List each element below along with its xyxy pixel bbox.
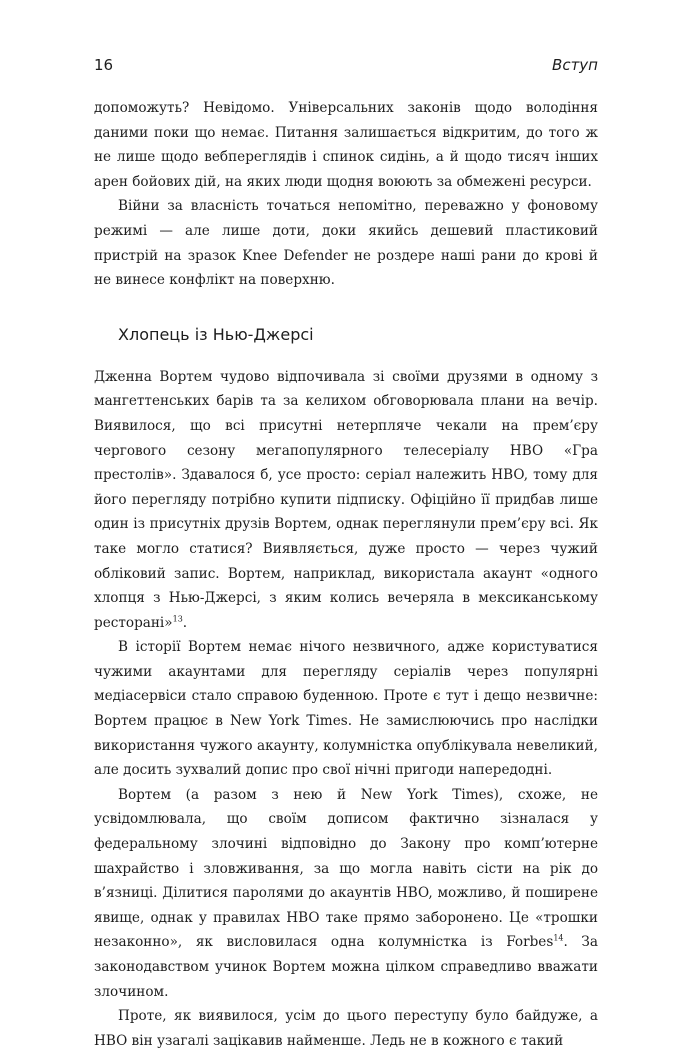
running-head: Вступ [552, 56, 598, 74]
paragraph-text: . За законодавством учинок Вортем можна цілком справедливо вважати злочином. [94, 934, 598, 1000]
page-header [94, 56, 598, 86]
paragraph: Дженна Вортем чудово відпочивала зі своїми друзями в одному з мангеттенських барів та за келихом обговорювала плани на вечір. Виявилося, що всі присутні нетерпляче чекали на прем’єру чергового сезону мегапопулярного телесеріалу HBO «Гра престолів». Здавалося б, усе просто: серіал належить HBO, тому для його перегляду потрібно купити підписку. Офіційно її придбав лише один із присутніх друзів Вортем, однак переглянули прем’єру всі. Як таке могло статися? Виявляється, дуже просто — через чужий обліковий запис. Вортем, наприклад, використала акаунт «одного хлопця з Нью-Джерсі, з яким колись вечеряла в мексиканському ресторані»$^{13}$. [94, 368, 598, 631]
body-text [94, 96, 598, 1053]
paragraph: Війни за власність точаться непомітно, переважно у фоновому режимі — але лише доти, доки якийсь дешевий пластиковий пристрій на зразок Knee Defender не роздере наші рани до крові й не винесе конфлікт на поверхню. [94, 198, 598, 289]
paragraph: В історії Вортем немає нічого незвичного, адже користуватися чужими акаунтами для перегляду серіалів через популярні медіасервіси стало справою буденною. Проте є тут і дещо незвичне: Вортем працює в New York Times. Не замислюючись про наслідки використання чужого акаунту, колумністка опублікувала невеликий, але досить зухвалий допис про свої нічні пригоди напередодні. [94, 639, 598, 779]
page-number: 16 [94, 56, 114, 74]
footnote-marker: 14 [553, 933, 564, 943]
paragraph-text: Дженна Вортем чудово відпочивала зі своїми друзями в одному з мангеттенських барів та за келихом обговорювала плани на вечір. Виявилося, що всі присутні нетерпляче чекали на прем’єру чергового сезону мегапопулярного телесеріалу HBO «Гра престолів». Здавалося б, усе просто: серіал належить HBO, тому для його перегляду потрібно купити підписку. Офіційно її придбав лише один із присутніх друзів Вортем, однак переглянули прем’єру всі. Як таке могло статися? Виявляється, дуже просто — через чужий обліковий запис. Вортем, наприклад, використала акаунт «одного хлопця з Нью-Джерсі, з яким колись вечеряла в мексиканському ресторані» [94, 368, 598, 631]
footnote-marker: 13 [172, 614, 183, 624]
book-page [94, 56, 598, 1053]
paragraph: допоможуть? Невідомо. Універсальних законів щодо володіння даними поки що немає. Питання залишається відкритим, до того ж не лише щодо вебпереглядів і спинок сидінь, а й щодо тисяч інших арен бойових дій, на яких люди щодня воюють за обмежені ресурси. [94, 100, 598, 190]
paragraph [94, 783, 598, 1004]
paragraph: Проте, як виявилося, усім до цього переступу було байдуже, а HBO він узагалі зацікавив найменше. Ледь не в кожного є такий [94, 1008, 598, 1049]
paragraph-text: Вортем (а разом з нею й New York Times), схоже, не усвідомлювала, що своїм дописом фактично зізналася у федеральному злочині відповідно до Закону про комп’ютерне шахрайство і зловживання, за що могла навіть сісти на рік до в’язниці. Ділитися паролями до акаунтів HBO, можливо, й поширене явище, однак у правилах HBO таке прямо заборонено. Це «трошки незаконно», як висловилася одна колумністка із Forbes [94, 786, 598, 951]
section-title: Хлопець із Нью-Джерсі [118, 324, 314, 344]
